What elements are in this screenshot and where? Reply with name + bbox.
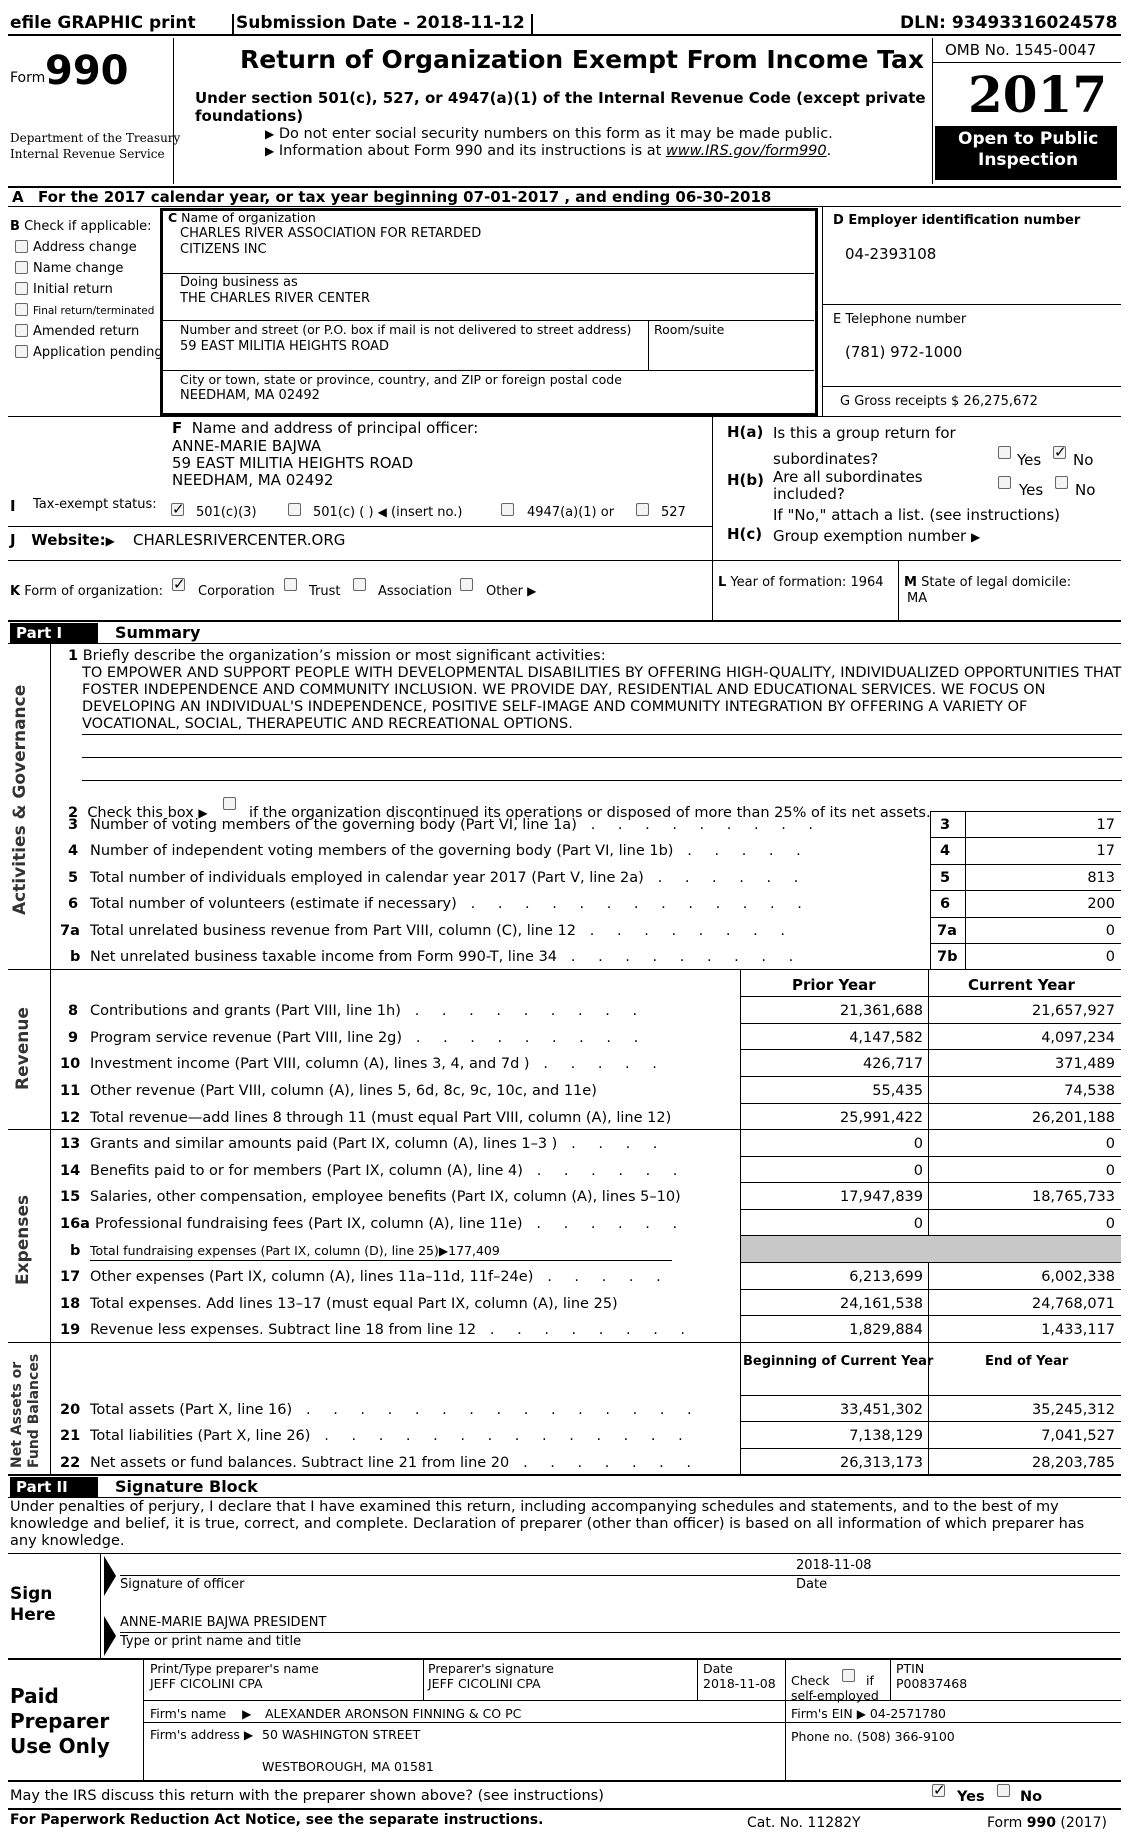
hb-yes-checkbox[interactable] bbox=[998, 476, 1011, 489]
line7a-text: Total unrelated business revenue from Part VIII, column (C), line 12 . . . . . . . . bbox=[90, 923, 794, 939]
side-net-assets-1: Net Assets or bbox=[9, 1361, 25, 1468]
line16a-text: Professional fundraising fees (Part IX, column (A), line 11e) . . . . . . bbox=[95, 1216, 687, 1232]
line9-current: 4,097,234 bbox=[1041, 1030, 1115, 1046]
line19-num: 19 bbox=[60, 1322, 81, 1338]
dept-treasury: Department of the Treasury bbox=[10, 131, 181, 145]
hc-label: H(c) bbox=[727, 525, 763, 543]
line8-current: 21,657,927 bbox=[1031, 1003, 1115, 1019]
self-employed-label-2: self-employed bbox=[791, 1688, 879, 1703]
final-return-checkbox[interactable] bbox=[15, 303, 28, 316]
sign-here-1: Sign bbox=[10, 1584, 53, 1604]
note-ssn: ▶ Do not enter social security numbers on this form as it may be made public. bbox=[265, 126, 833, 142]
tax-year: 2017 bbox=[968, 65, 1108, 124]
part1-title: Summary bbox=[115, 623, 201, 642]
527-label: 527 bbox=[661, 505, 686, 520]
line21-end: 7,041,527 bbox=[1041, 1428, 1115, 1444]
501c-label: 501(c) ( ) ◀ (insert no.) bbox=[313, 505, 463, 520]
line2-text-b: if the organization discontinued its operations or disposed of more than 25% of its net assets. bbox=[249, 805, 931, 821]
firm-address-label: Firm's address ▶ bbox=[150, 1727, 254, 1742]
line16b-text: Total fundraising expenses (Part IX, column (D), line 25)▶177,409 bbox=[90, 1243, 500, 1258]
line21-text: Total liabilities (Part X, line 26) . . . . . . . . . . . . . . bbox=[90, 1428, 692, 1444]
col-beginning-year: Beginning of Current Year bbox=[743, 1354, 934, 1369]
hb-note: If "No," attach a list. (see instructions) bbox=[773, 506, 1060, 524]
formation-year: L Year of formation: 1964 bbox=[718, 575, 884, 590]
line14-num: 14 bbox=[60, 1163, 81, 1179]
arrow-icon: ▶ bbox=[527, 584, 537, 598]
arrow-icon: ▶ bbox=[105, 534, 115, 548]
ein-label: D Employer identification number bbox=[833, 213, 1081, 228]
line5-box: 5 bbox=[940, 870, 951, 886]
line7a-num: 7a bbox=[60, 923, 80, 939]
form-subtitle-2: foundations) bbox=[195, 107, 304, 125]
line16a-num: 16a bbox=[60, 1216, 90, 1232]
line5-text: Total number of individuals employed in calendar year 2017 (Part V, line 2a) . . . . . . bbox=[90, 870, 808, 886]
street-label: Number and street (or P.O. box if mail is not delivered to street address) bbox=[180, 322, 632, 337]
arrow-left-icon: ◀ bbox=[377, 505, 387, 519]
preparer-name: JEFF CICOLINI CPA bbox=[150, 1676, 263, 1691]
line18-current: 24,768,071 bbox=[1031, 1296, 1115, 1312]
line3-text: Number of voting members of the governing body (Part VI, line 1a) . . . . . . . . . bbox=[90, 817, 823, 833]
firm-ein-label: Firm's EIN ▶ 04-2571780 bbox=[791, 1706, 947, 1721]
line4-num: 4 bbox=[68, 843, 79, 859]
phone-label: E Telephone number bbox=[833, 312, 967, 327]
line4-value: 17 bbox=[1096, 843, 1115, 859]
org-name-1: CHARLES RIVER ASSOCIATION FOR RETARDED bbox=[180, 226, 482, 241]
line7a-box: 7a bbox=[937, 923, 957, 939]
ha-text-2: subordinates? bbox=[773, 450, 879, 468]
omb-number: OMB No. 1545-0047 bbox=[945, 41, 1097, 59]
line9-text: Program service revenue (Part VIII, line 2g) . . . . . . . . . bbox=[90, 1030, 648, 1046]
line13-num: 13 bbox=[60, 1136, 81, 1152]
name-title-label: Type or print name and title bbox=[120, 1634, 302, 1649]
preparer-date-label: Date bbox=[703, 1661, 733, 1676]
line7b-text: Net unrelated business taxable income from Form 990-T, line 34 . . . . . . . . . bbox=[90, 949, 803, 965]
line16b-shaded bbox=[741, 1236, 1121, 1262]
line11-prior: 55,435 bbox=[872, 1083, 923, 1099]
side-expenses: Expenses bbox=[13, 1194, 33, 1285]
form-footer: Form 990 (2017) bbox=[987, 1815, 1107, 1831]
form-org-title: K Form of organization: bbox=[10, 584, 163, 599]
firm-address-2: WESTBOROUGH, MA 01581 bbox=[262, 1759, 434, 1774]
line5-num: 5 bbox=[68, 870, 79, 886]
line17-num: 17 bbox=[60, 1269, 81, 1285]
arrow-icon: ▶ bbox=[856, 1707, 866, 1721]
dba-value: THE CHARLES RIVER CENTER bbox=[180, 291, 371, 306]
4947-checkbox[interactable] bbox=[501, 503, 514, 516]
line22-end: 28,203,785 bbox=[1031, 1455, 1115, 1471]
address-change-label: Address change bbox=[33, 240, 137, 255]
line12-prior: 25,991,422 bbox=[839, 1110, 923, 1126]
form-number: 990 bbox=[45, 48, 129, 94]
line13-text: Grants and similar amounts paid (Part IX, column (A), lines 1–3 ) . . . . bbox=[90, 1136, 667, 1152]
open-public: Open to Public bbox=[958, 129, 1099, 149]
signature-of-officer-label: Signature of officer bbox=[120, 1577, 245, 1592]
side-net-assets-2: Fund Balances bbox=[26, 1353, 42, 1468]
4947-label: 4947(a)(1) or bbox=[527, 505, 615, 520]
firm-phone: Phone no. (508) 366-9100 bbox=[791, 1729, 955, 1744]
corporation-label: Corporation bbox=[198, 584, 275, 599]
line20-text: Total assets (Part X, line 16) . . . . . . . . . . . . . . . bbox=[90, 1402, 701, 1418]
line15-text: Salaries, other compensation, employee benefits (Part IX, column (A), lines 5–10) bbox=[90, 1189, 681, 1205]
501c-checkbox[interactable] bbox=[288, 503, 301, 516]
hb-label: H(b) bbox=[727, 471, 765, 489]
line15-num: 15 bbox=[60, 1189, 81, 1205]
inspection: Inspection bbox=[978, 150, 1079, 170]
line14-current: 0 bbox=[1105, 1163, 1115, 1179]
line22-beginning: 26,313,173 bbox=[839, 1455, 923, 1471]
officer-title: F Name and address of principal officer: bbox=[172, 419, 479, 437]
col-current-year: Current Year bbox=[968, 976, 1075, 994]
tax-status-label: I bbox=[10, 497, 16, 515]
hb-text-1: Are all subordinates bbox=[773, 468, 923, 486]
discuss-yes-label: Yes bbox=[957, 1789, 985, 1805]
part2-title: Signature Block bbox=[115, 1477, 258, 1496]
city-label: City or town, state or province, country, and ZIP or foreign postal code bbox=[180, 372, 622, 387]
line13-prior: 0 bbox=[913, 1136, 923, 1152]
line6-num: 6 bbox=[68, 896, 79, 912]
ha-text-1: Is this a group return for bbox=[773, 424, 956, 442]
line19-prior: 1,829,884 bbox=[849, 1322, 923, 1338]
mission-text: TO EMPOWER AND SUPPORT PEOPLE WITH DEVELOPMENTAL DISABILITIES BY OFFERING HIGH-QUALITY, INDIVIDUALIZED OPPORTUNITIES THAT FOSTER INDEPENDENCE AND COMMUNITY INCLUSION. WE PROVIDE DAY, RESIDENTIAL AND EDUCATIONAL SERVICES. WE FOCUS ON DEVELOPING AN INDIVIDUAL'S INDEPENDENCE, POSITIVE SELF-IMAGE AND COMMUNITY INTEGRATION BY OFFERING A VARIETY OF VOCATIONAL, SOCIAL, THERAPEUTIC AND RECREATIONAL OPTIONS. bbox=[82, 665, 1122, 732]
ptin-value: P00837468 bbox=[896, 1676, 968, 1691]
signature-date: 2018-11-08 bbox=[796, 1558, 872, 1573]
line3-box: 3 bbox=[940, 817, 951, 833]
line7a-value: 0 bbox=[1105, 923, 1115, 939]
line3-num: 3 bbox=[68, 817, 79, 833]
arrow-icon: ▶ bbox=[438, 1244, 449, 1258]
irs: Internal Revenue Service bbox=[10, 147, 165, 161]
line11-num: 11 bbox=[60, 1083, 81, 1099]
line4-text: Number of independent voting members of the governing body (Part VI, line 1b) . . . . . bbox=[90, 843, 810, 859]
line16a-prior: 0 bbox=[913, 1216, 923, 1232]
side-revenue: Revenue bbox=[13, 1007, 33, 1090]
line10-num: 10 bbox=[60, 1056, 81, 1072]
line7b-value: 0 bbox=[1105, 949, 1115, 965]
paid-preparer-3: Use Only bbox=[10, 1734, 110, 1758]
ha-yes-checkbox[interactable] bbox=[998, 446, 1011, 459]
line1-label: 1 Briefly describe the organization’s mission or most significant activities: bbox=[68, 648, 606, 664]
name-change-checkbox[interactable] bbox=[15, 261, 28, 274]
domicile-value: MA bbox=[907, 591, 928, 606]
line9-num: 9 bbox=[68, 1030, 79, 1046]
line9-prior: 4,147,582 bbox=[849, 1030, 923, 1046]
preparer-date: 2018-11-08 bbox=[703, 1676, 776, 1691]
firm-address-1: 50 WASHINGTON STREET bbox=[262, 1727, 421, 1742]
side-activities-governance: Activities & Governance bbox=[10, 684, 30, 915]
501c3-checkbox[interactable] bbox=[171, 503, 184, 516]
form-subtitle-1: Under section 501(c), 527, or 4947(a)(1) of the Internal Revenue Code (except private bbox=[195, 89, 926, 107]
efile-label: efile GRAPHIC print bbox=[10, 13, 196, 33]
line18-num: 18 bbox=[60, 1296, 81, 1312]
line8-text: Contributions and grants (Part VIII, line 1h) . . . . . . . . . bbox=[90, 1003, 647, 1019]
association-checkbox[interactable] bbox=[353, 578, 366, 591]
self-employed-checkbox[interactable] bbox=[842, 1669, 855, 1682]
irs-discuss-question: May the IRS discuss this return with the preparer shown above? (see instructions) bbox=[10, 1788, 604, 1804]
line2-text: 2 Check this box ▶ bbox=[68, 805, 208, 821]
501c3-label: 501(c)(3) bbox=[196, 505, 257, 520]
line10-current: 371,489 bbox=[1055, 1056, 1115, 1072]
line20-beginning: 33,451,302 bbox=[839, 1402, 923, 1418]
line22-num: 22 bbox=[60, 1455, 81, 1471]
line10-prior: 426,717 bbox=[863, 1056, 923, 1072]
line12-text: Total revenue—add lines 8 through 11 (must equal Part VIII, column (A), line 12) bbox=[90, 1110, 672, 1126]
ein-value: 04-2393108 bbox=[845, 245, 937, 263]
discontinued-checkbox[interactable] bbox=[223, 797, 236, 810]
line13-current: 0 bbox=[1105, 1136, 1115, 1152]
line16b-num: b bbox=[70, 1243, 81, 1259]
org-name-label: C Name of organization bbox=[168, 210, 316, 225]
line7b-num: b bbox=[70, 949, 81, 965]
line14-prior: 0 bbox=[913, 1163, 923, 1179]
discuss-no-label: No bbox=[1020, 1789, 1043, 1805]
hb-no-checkbox[interactable] bbox=[1055, 476, 1068, 489]
line20-end: 35,245,312 bbox=[1031, 1402, 1115, 1418]
part1-tag: Part I bbox=[10, 623, 98, 643]
line7b-box: 7b bbox=[937, 949, 958, 965]
arrow-icon: ▶ bbox=[198, 806, 208, 820]
line8-prior: 21,361,688 bbox=[839, 1003, 923, 1019]
line16a-current: 0 bbox=[1105, 1216, 1115, 1232]
hb-text-2: included? bbox=[773, 485, 845, 503]
self-employed-label: Check bbox=[791, 1673, 830, 1688]
sign-arrow-icon bbox=[102, 1556, 118, 1656]
arrow-icon: ▶ bbox=[242, 1707, 252, 1721]
line15-prior: 17,947,839 bbox=[839, 1189, 923, 1205]
line-a-label: A bbox=[12, 188, 24, 206]
sign-here-2: Here bbox=[10, 1605, 56, 1625]
arrow-icon: ▶ bbox=[243, 1728, 254, 1742]
submission-date: Submission Date - 2018-11-12 bbox=[236, 13, 525, 33]
amended-return-label: Amended return bbox=[33, 324, 140, 339]
line11-current: 74,538 bbox=[1064, 1083, 1115, 1099]
hb-no-label: No bbox=[1075, 481, 1096, 499]
trust-label: Trust bbox=[309, 584, 341, 599]
line12-num: 12 bbox=[60, 1110, 81, 1126]
paperwork-notice: For Paperwork Reduction Act Notice, see the separate instructions. bbox=[10, 1812, 544, 1828]
perjury-statement: Under penalties of perjury, I declare that I have examined this return, including accompanying schedules and statements, and to the best of my knowledge and belief, it is true, correct, and complete. Declaration of preparer (other than officer) is based on all information of which preparer has any knowledge. bbox=[10, 1499, 1085, 1549]
officer-street: 59 EAST MILITIA HEIGHTS ROAD bbox=[172, 454, 414, 472]
application-pending-label: Application pending bbox=[33, 345, 163, 360]
line3-value: 17 bbox=[1096, 817, 1115, 833]
arrow-icon: ▶ bbox=[265, 127, 275, 141]
irs-link[interactable]: www.IRS.gov/form990 bbox=[665, 143, 827, 159]
line21-beginning: 7,138,129 bbox=[849, 1428, 923, 1444]
line18-text: Total expenses. Add lines 13–17 (must equal Part IX, column (A), line 25) bbox=[90, 1296, 618, 1312]
line-a-text: For the 2017 calendar year, or tax year beginning 07-01-2017 , and ending 06-30-2018 bbox=[38, 188, 772, 206]
paid-preparer-2: Preparer bbox=[10, 1709, 110, 1733]
ha-label: H(a) bbox=[727, 423, 764, 441]
line11-text: Other revenue (Part VIII, column (A), lines 5, 6d, 8c, 9c, 10c, and 11e) bbox=[90, 1083, 597, 1099]
preparer-signature-label: Preparer's signature bbox=[428, 1661, 554, 1676]
tax-status-title: Tax-exempt status: bbox=[33, 497, 157, 512]
form-word: Form bbox=[10, 70, 46, 86]
officer-city: NEEDHAM, MA 02492 bbox=[172, 471, 334, 489]
line14-text: Benefits paid to or for members (Part IX, column (A), line 4) . . . . . . bbox=[90, 1163, 687, 1179]
line5-value: 813 bbox=[1087, 870, 1115, 886]
line17-current: 6,002,338 bbox=[1041, 1269, 1115, 1285]
check-b-title: B Check if applicable: bbox=[10, 219, 152, 234]
amended-return-checkbox[interactable] bbox=[15, 324, 28, 337]
gross-receipts: G Gross receipts $ 26,275,672 bbox=[840, 394, 1038, 409]
hc-text: Group exemption number ▶ bbox=[773, 527, 981, 545]
col-prior-year: Prior Year bbox=[792, 976, 876, 994]
room-label: Room/suite bbox=[654, 322, 725, 337]
line6-text: Total number of volunteers (estimate if necessary) . . . . . . . . . . . . . bbox=[90, 896, 811, 912]
city-value: NEEDHAM, MA 02492 bbox=[180, 388, 320, 403]
initial-return-label: Initial return bbox=[33, 282, 113, 297]
website-value[interactable]: CHARLESRIVERCENTER.ORG bbox=[133, 531, 346, 549]
form-title: Return of Organization Exempt From Income Tax bbox=[240, 45, 924, 74]
preparer-signature: JEFF CICOLINI CPA bbox=[428, 1676, 541, 1691]
line12-current: 26,201,188 bbox=[1031, 1110, 1115, 1126]
other-label: Other ▶ bbox=[486, 584, 537, 599]
arrow-icon: ▶ bbox=[971, 530, 981, 544]
line17-prior: 6,213,699 bbox=[849, 1269, 923, 1285]
line4-box: 4 bbox=[940, 843, 951, 859]
initial-return-checkbox[interactable] bbox=[15, 282, 28, 295]
paid-preparer-1: Paid bbox=[10, 1684, 59, 1708]
ha-yes-label: Yes bbox=[1017, 451, 1042, 469]
line17-text: Other expenses (Part IX, column (A), lines 11a–11d, 11f–24e) . . . . . bbox=[90, 1269, 670, 1285]
hb-yes-label: Yes bbox=[1019, 481, 1044, 499]
org-name-2: CITIZENS INC bbox=[180, 242, 267, 257]
officer-name-title: ANNE-MARIE BAJWA PRESIDENT bbox=[120, 1615, 327, 1630]
line22-text: Net assets or fund balances. Subtract line 21 from line 20 . . . . . . . bbox=[90, 1455, 700, 1471]
line19-text: Revenue less expenses. Subtract line 18 from line 12 . . . . . . . . bbox=[90, 1322, 695, 1338]
name-change-label: Name change bbox=[33, 261, 124, 276]
other-checkbox[interactable] bbox=[460, 578, 473, 591]
line8-num: 8 bbox=[68, 1003, 79, 1019]
line20-num: 20 bbox=[60, 1402, 81, 1418]
final-return-label: Final return/terminated bbox=[33, 305, 155, 317]
ha-no-label: No bbox=[1073, 451, 1094, 469]
line10-text: Investment income (Part VIII, column (A), lines 3, 4, and 7d ) . . . . . bbox=[90, 1056, 666, 1072]
firm-name: ALEXANDER ARONSON FINNING & CO PC bbox=[265, 1706, 522, 1721]
line6-value: 200 bbox=[1087, 896, 1115, 912]
website-label: J Website:▶ bbox=[10, 531, 115, 549]
line6-box: 6 bbox=[940, 896, 951, 912]
ptin-label: PTIN bbox=[896, 1661, 925, 1676]
discuss-yes-checkbox[interactable] bbox=[932, 1784, 945, 1797]
ha-no-checkbox[interactable] bbox=[1053, 446, 1066, 459]
phone-value: (781) 972-1000 bbox=[845, 343, 963, 361]
col-end-year: End of Year bbox=[985, 1354, 1069, 1369]
dln: DLN: 93493316024578 bbox=[900, 13, 1118, 33]
preparer-name-label: Print/Type preparer's name bbox=[150, 1661, 319, 1676]
officer-name: ANNE-MARIE BAJWA bbox=[172, 437, 322, 455]
dba-label: Doing business as bbox=[180, 275, 298, 290]
domicile-label: M State of legal domicile: bbox=[904, 575, 1072, 590]
firm-name-label: Firm's name ▶ bbox=[150, 1706, 252, 1721]
note-info: ▶ Information about Form 990 and its instructions is at www.IRS.gov/form990. bbox=[265, 143, 832, 159]
line19-current: 1,433,117 bbox=[1041, 1322, 1115, 1338]
street-value: 59 EAST MILITIA HEIGHTS ROAD bbox=[180, 339, 389, 354]
527-checkbox[interactable] bbox=[636, 503, 649, 516]
address-change-checkbox[interactable] bbox=[15, 240, 28, 253]
association-label: Association bbox=[378, 584, 453, 599]
arrow-icon: ▶ bbox=[265, 144, 275, 158]
trust-checkbox[interactable] bbox=[284, 578, 297, 591]
discuss-no-checkbox[interactable] bbox=[997, 1784, 1010, 1797]
catalog-number: Cat. No. 11282Y bbox=[747, 1815, 861, 1831]
part2-tag: Part II bbox=[10, 1477, 98, 1497]
line18-prior: 24,161,538 bbox=[839, 1296, 923, 1312]
application-pending-checkbox[interactable] bbox=[15, 345, 28, 358]
self-employed-if: if bbox=[866, 1673, 874, 1688]
line21-num: 21 bbox=[60, 1428, 81, 1444]
line15-current: 18,765,733 bbox=[1031, 1189, 1115, 1205]
date-label: Date bbox=[796, 1577, 828, 1592]
corporation-checkbox[interactable] bbox=[172, 578, 185, 591]
